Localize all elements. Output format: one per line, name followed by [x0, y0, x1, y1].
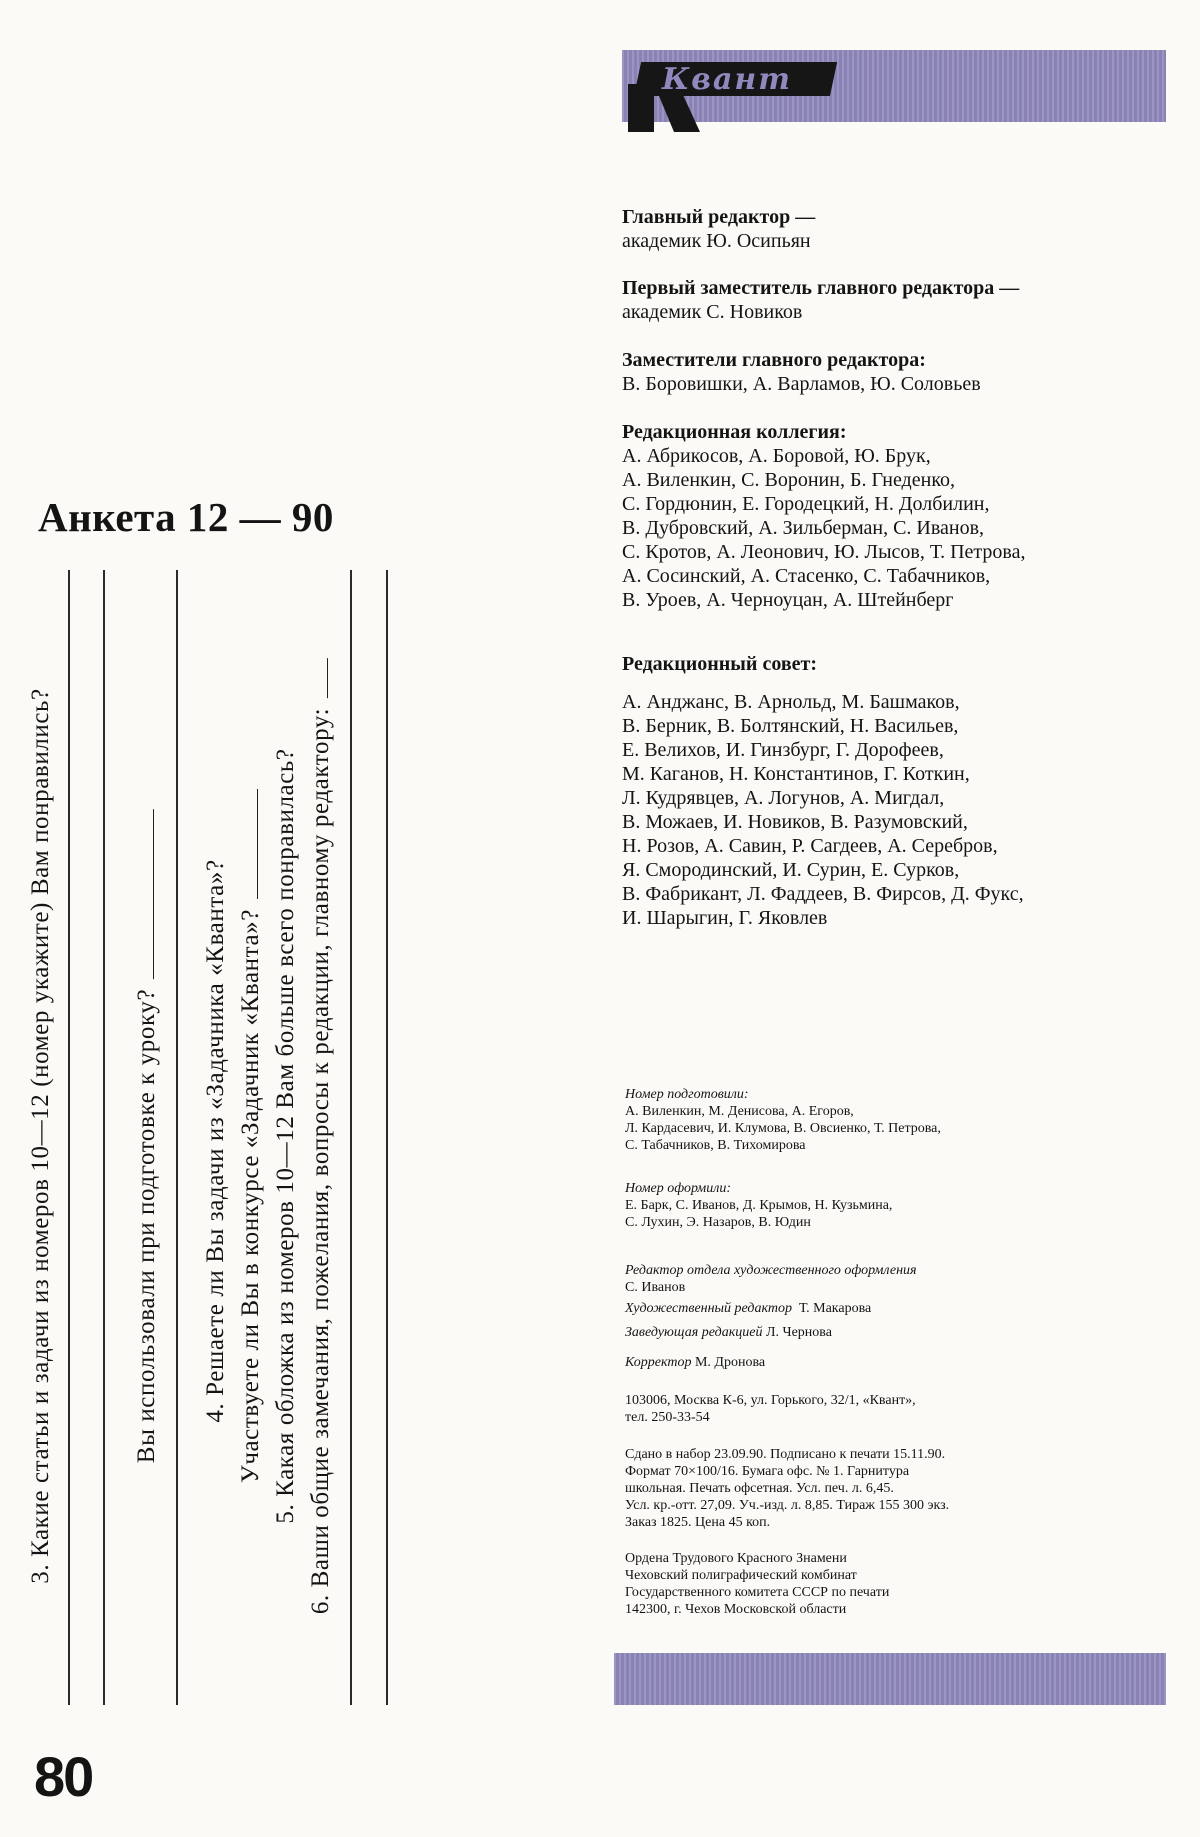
address-block — [625, 1392, 1185, 1426]
editorial-council-line: Н. Розов, А. Савин, Р. Сагдеев, А. Серебров, — [622, 835, 998, 857]
corrector-line — [625, 1354, 1185, 1371]
editorial-council-label: Редакционный совет: — [622, 653, 817, 675]
question-lesson-column — [133, 570, 160, 1705]
question-4-column — [202, 570, 229, 1705]
question-4-label: 4. Решаете ли Вы задачи из «Задачника «Кванта»? — [202, 859, 229, 1423]
question-6-column — [307, 570, 334, 1705]
editorial-board-line: В. Дубровский, А. Зильберман, С. Иванов, — [622, 517, 985, 539]
editorial-board-line: А. Абрикосов, А. Боровой, Ю. Брук, — [622, 445, 931, 467]
question-lesson-text — [133, 809, 161, 1463]
editorial-council-line: Я. Смородинский, И. Сурин, Е. Сурков, — [622, 859, 960, 881]
print-info-line: Сдано в набор 23.09.90. Подписано к печати 15.11.90. — [625, 1447, 946, 1462]
prepared-by-label: Номер подготовили: — [625, 1087, 749, 1102]
art-editor-name: Т. Макарова — [798, 1301, 872, 1316]
question-3-text — [27, 688, 55, 1584]
deputies-names: В. Боровишки, А. Варламов, Ю. Соловьев — [622, 373, 981, 395]
prepared-by-block — [625, 1086, 1185, 1154]
answer-line-6a[interactable] — [350, 570, 352, 1705]
editorial-council-block — [622, 652, 1182, 930]
question-lesson-label: Вы использовали при подготовке к уроку? — [133, 988, 160, 1464]
corrector-label: Корректор — [625, 1355, 692, 1370]
art-dept-block — [625, 1262, 1185, 1296]
chief-editor-label: Главный редактор — — [622, 206, 816, 228]
printer-line: 142300, г. Чехов Московской области — [625, 1602, 847, 1617]
designed-by-block — [625, 1180, 1185, 1231]
question-4b-text — [237, 789, 265, 1483]
answer-line-3a[interactable] — [68, 570, 70, 1705]
question-5-label: 5. Какая обложка из номеров 10—12 Вам больше всего понравилась? — [272, 748, 299, 1524]
editorial-council-line: Е. Велихов, И. Гинзбург, Г. Дорофеев, — [622, 739, 944, 761]
editorial-board-line: В. Уроев, А. Черноуцан, А. Штейнберг — [622, 589, 954, 611]
question-4-text — [202, 849, 230, 1422]
office-head-name: Л. Чернова — [766, 1325, 832, 1340]
chief-editor-block — [622, 205, 1182, 253]
question-3-label: 3. Какие статьи и задачи из номеров 10—12 (номер укажите) Вам понравились? — [27, 688, 54, 1584]
questionnaire-title: Анкета 12 — 90 — [38, 494, 334, 540]
printer-line: Ордена Трудового Красного Знамени — [625, 1551, 847, 1566]
designed-by-label: Номер оформили: — [625, 1181, 731, 1196]
question-5-column — [272, 570, 299, 1705]
designed-by-line: С. Лухин, Э. Назаров, В. Юдин — [625, 1215, 811, 1230]
printer-line: Чеховский полиграфический комбинат — [625, 1568, 857, 1583]
editorial-council-line: В. Можаев, И. Новиков, В. Разумовский, — [622, 811, 968, 833]
editorial-council-line: В. Берник, В. Болтянский, Н. Васильев, — [622, 715, 959, 737]
question-3-column — [27, 570, 54, 1705]
editorial-board-line: С. Кротов, А. Леонович, Ю. Лысов, Т. Петрова, — [622, 541, 1026, 563]
kvant-logo — [622, 58, 870, 134]
office-head-line — [625, 1324, 1185, 1341]
prepared-by-line: А. Виленкин, М. Денисова, А. Егоров, — [625, 1104, 854, 1119]
kvant-logo-graphic — [622, 58, 870, 134]
questionnaire-form — [0, 570, 400, 1705]
answer-line-3b[interactable] — [103, 570, 105, 1705]
page-number: 80 — [34, 1745, 93, 1808]
answer-line-6b[interactable] — [386, 570, 388, 1705]
first-deputy-label: Первый заместитель главного редактора — — [622, 277, 1020, 299]
question-6-text — [307, 658, 335, 1614]
logo-text: Квант — [662, 62, 793, 97]
question-6-label: 6. Ваши общие замечания, пожелания, вопросы к редакции, главному редактору: — [307, 707, 334, 1615]
answer-line-lesson[interactable] — [176, 570, 178, 1705]
art-editor-label: Художественный редактор — [625, 1301, 792, 1316]
first-deputy-name: академик С. Новиков — [622, 301, 803, 323]
question-6-fill-line[interactable] — [326, 658, 328, 698]
question-4b-fill-line[interactable] — [256, 789, 258, 899]
question-4b-column — [237, 570, 264, 1705]
print-info-block — [625, 1446, 1185, 1531]
print-info-line: Усл. кр.-отт. 27,09. Уч.-изд. л. 8,85. Тираж 155 300 экз. — [625, 1498, 950, 1513]
deputies-block — [622, 348, 1182, 396]
art-dept-name: С. Иванов — [625, 1280, 686, 1295]
editorial-council-line: В. Фабрикант, Л. Фаддеев, В. Фирсов, Д. Фукс, — [622, 883, 1024, 905]
address-phone: тел. 250-33-54 — [625, 1410, 710, 1425]
footer-band — [614, 1653, 1166, 1705]
editorial-board-line: А. Виленкин, С. Воронин, Б. Гнеденко, — [622, 469, 956, 491]
corrector-name: М. Дронова — [694, 1355, 766, 1370]
printer-line: Государственного комитета СССР по печати — [625, 1585, 890, 1600]
printer-block — [625, 1550, 1185, 1618]
question-4b-label: Участвуете ли Вы в конкурсе «Задачник «Кванта»? — [237, 909, 264, 1483]
editorial-board-label: Редакционная коллегия: — [622, 421, 847, 443]
address-line: 103006, Москва К-6, ул. Горького, 32/1, «Квант», — [625, 1393, 916, 1408]
editorial-council-line: И. Шарыгин, Г. Яковлев — [622, 907, 828, 929]
editorial-board-line: С. Гордюнин, Е. Городецкий, Н. Долбилин, — [622, 493, 990, 515]
editorial-council-line: Л. Кудрявцев, А. Логунов, А. Мигдал, — [622, 787, 945, 809]
prepared-by-line: С. Табачников, В. Тихомирова — [625, 1138, 806, 1153]
question-5-text — [272, 748, 300, 1523]
editorial-board-block — [622, 420, 1182, 612]
office-head-label: Заведующая редакцией — [625, 1325, 763, 1340]
art-editor-line — [625, 1300, 1185, 1317]
editorial-council-line: М. Каганов, Н. Константинов, Г. Коткин, — [622, 763, 970, 785]
art-dept-label: Редактор отдела художественного оформления — [625, 1263, 917, 1278]
print-info-line: школьная. Печать офсетная. Усл. печ. л. 6,45. — [625, 1481, 894, 1496]
deputies-label: Заместители главного редактора: — [622, 349, 926, 371]
editorial-council-line: А. Анджанс, В. Арнольд, М. Башмаков, — [622, 691, 960, 713]
print-info-line: Формат 70×100/16. Бумага офс. № 1. Гарнитура — [625, 1464, 910, 1479]
designed-by-line: Е. Барк, С. Иванов, Д. Крымов, Н. Кузьмина, — [625, 1198, 893, 1213]
prepared-by-line: Л. Кардасевич, И. Клумова, В. Овсиенко, Т. Петрова, — [625, 1121, 941, 1136]
editorial-board-line: А. Сосинский, А. Стасенко, С. Табачников, — [622, 565, 991, 587]
chief-editor-name: академик Ю. Осипьян — [622, 230, 811, 252]
print-info-line: Заказ 1825. Цена 45 коп. — [625, 1515, 771, 1530]
first-deputy-block — [622, 276, 1182, 324]
question-lesson-fill-line[interactable] — [152, 809, 154, 979]
